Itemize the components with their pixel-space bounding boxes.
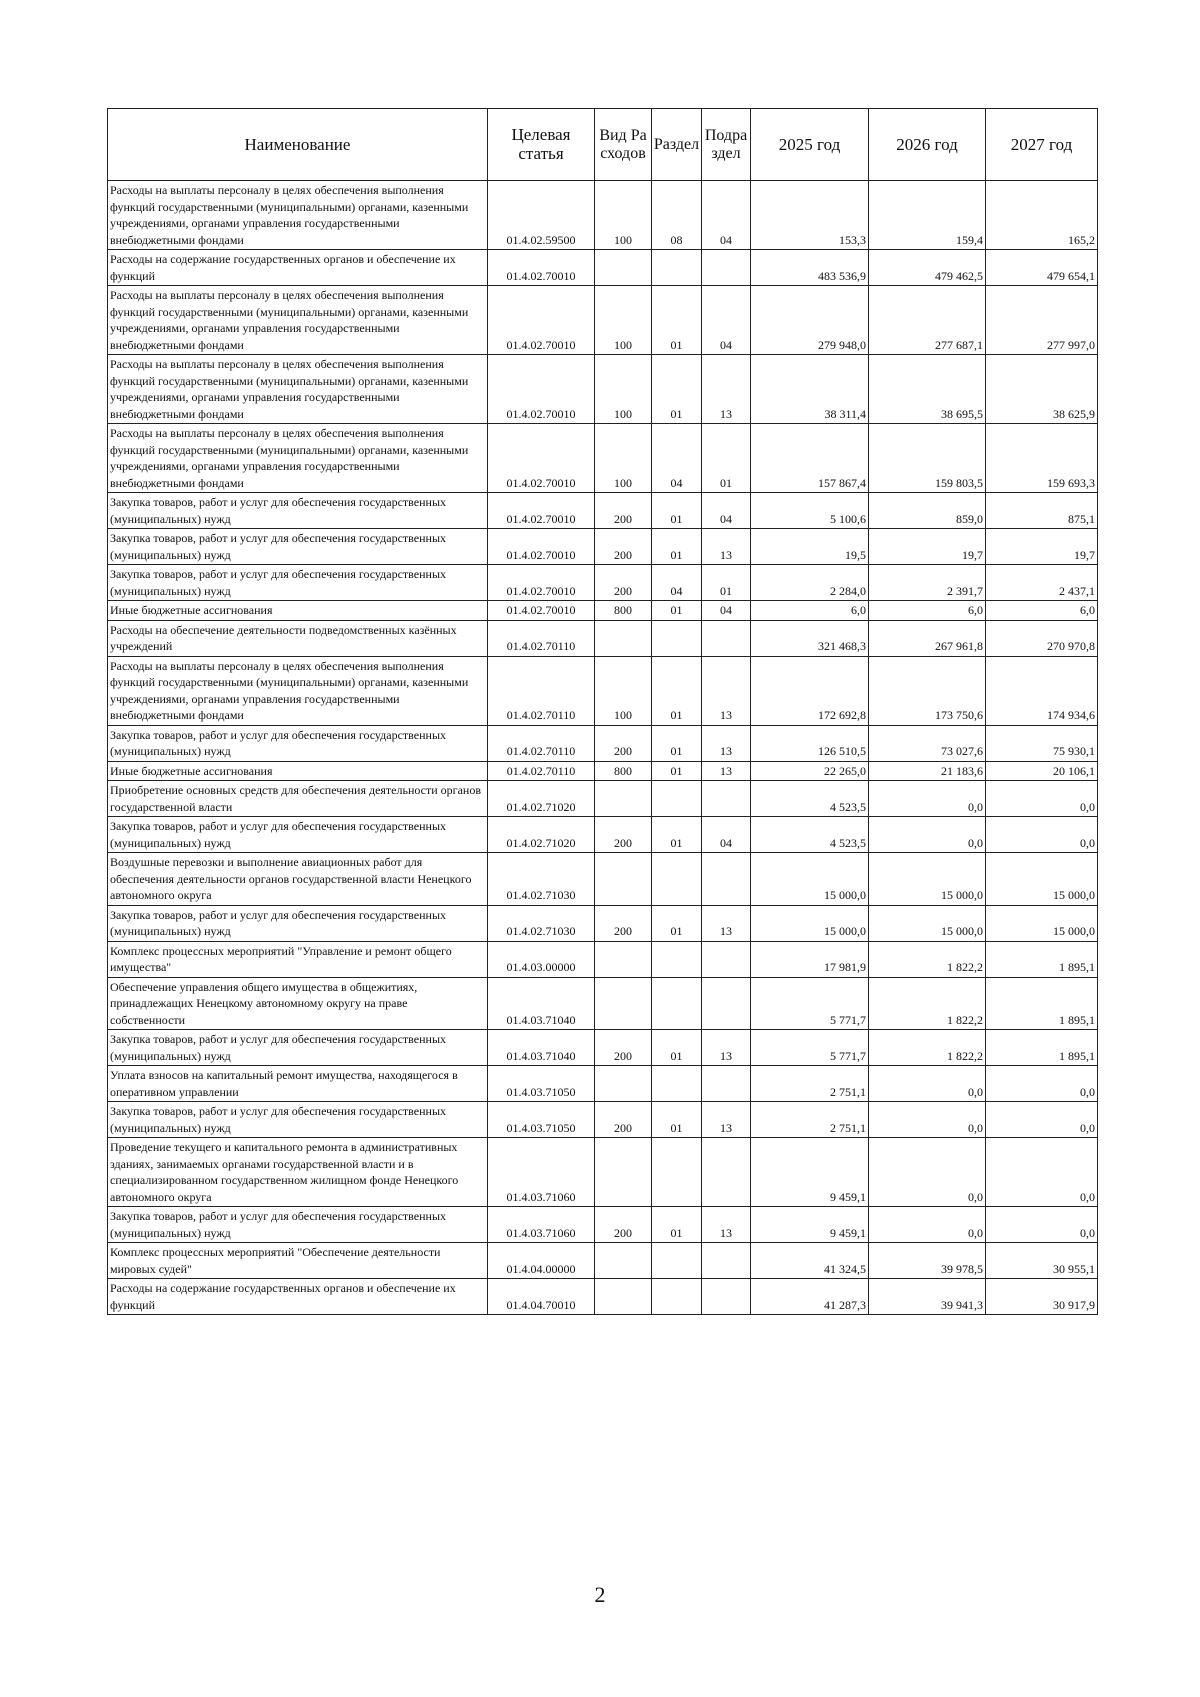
cell-target: 01.4.03.00000 [488, 941, 595, 977]
cell-expense-type [595, 941, 652, 977]
cell-year-2027: 15 000,0 [986, 905, 1098, 941]
table-row [108, 941, 1098, 977]
cell-subsection [702, 1066, 751, 1102]
cell-section [652, 1138, 702, 1207]
cell-section: 01 [652, 761, 702, 781]
cell-expense-type [595, 1138, 652, 1207]
cell-subsection [702, 781, 751, 817]
cell-expense-type: 200 [595, 817, 652, 853]
cell-name: Расходы на выплаты персоналу в целях обеспечения выполнения функций государственными (муниципальными) органами, казенными учреждениями, органами управления государственными внебюджетными фондами [108, 424, 488, 493]
table-row [108, 725, 1098, 761]
table-row [108, 761, 1098, 781]
cell-name: Закупка товаров, работ и услуг для обеспечения государственных (муниципальных) нужд [108, 493, 488, 529]
cell-subsection: 13 [702, 725, 751, 761]
cell-year-2027: 0,0 [986, 1138, 1098, 1207]
cell-year-2027: 30 917,9 [986, 1279, 1098, 1315]
cell-expense-type [595, 853, 652, 906]
table-row [108, 620, 1098, 656]
header-year-2026: 2026 год [869, 109, 986, 181]
cell-target: 01.4.02.70110 [488, 725, 595, 761]
cell-expense-type: 200 [595, 493, 652, 529]
header-year-2027: 2027 год [986, 109, 1098, 181]
cell-year-2027: 479 654,1 [986, 250, 1098, 286]
cell-target: 01.4.03.71040 [488, 1030, 595, 1066]
cell-target: 01.4.02.71020 [488, 781, 595, 817]
cell-year-2026: 1 822,2 [869, 941, 986, 977]
cell-year-2025: 38 311,4 [751, 355, 869, 424]
cell-year-2027: 38 625,9 [986, 355, 1098, 424]
cell-name: Закупка товаров, работ и услуг для обеспечения государственных (муниципальных) нужд [108, 1207, 488, 1243]
table-row [108, 781, 1098, 817]
cell-expense-type: 200 [595, 565, 652, 601]
table-row [108, 656, 1098, 725]
cell-year-2026: 73 027,6 [869, 725, 986, 761]
cell-expense-type: 800 [595, 761, 652, 781]
header-target: Целевая статья [488, 109, 595, 181]
cell-target: 01.4.03.71060 [488, 1138, 595, 1207]
cell-year-2026: 1 822,2 [869, 1030, 986, 1066]
cell-target: 01.4.02.59500 [488, 181, 595, 250]
cell-name: Обеспечение управления общего имущества в общежитиях, принадлежащих Ненецкому автономному округу на праве собственности [108, 977, 488, 1030]
cell-subsection: 04 [702, 286, 751, 355]
cell-subsection [702, 1279, 751, 1315]
cell-subsection: 13 [702, 761, 751, 781]
cell-name: Расходы на выплаты персоналу в целях обеспечения выполнения функций государственными (муниципальными) органами, казенными учреждениями, органами управления государственными внебюджетными фондами [108, 181, 488, 250]
cell-year-2026: 479 462,5 [869, 250, 986, 286]
cell-year-2025: 9 459,1 [751, 1138, 869, 1207]
table-row [108, 181, 1098, 250]
cell-subsection [702, 620, 751, 656]
cell-name: Расходы на выплаты персоналу в целях обеспечения выполнения функций государственными (муниципальными) органами, казенными учреждениями, органами управления государственными внебюджетными фондами [108, 286, 488, 355]
cell-year-2025: 41 287,3 [751, 1279, 869, 1315]
cell-subsection: 13 [702, 905, 751, 941]
cell-year-2025: 5 100,6 [751, 493, 869, 529]
cell-target: 01.4.02.70110 [488, 620, 595, 656]
cell-year-2026: 6,0 [869, 601, 986, 621]
table-row [108, 529, 1098, 565]
cell-year-2025: 126 510,5 [751, 725, 869, 761]
cell-subsection: 01 [702, 565, 751, 601]
cell-year-2027: 174 934,6 [986, 656, 1098, 725]
table-row [108, 355, 1098, 424]
cell-year-2025: 22 265,0 [751, 761, 869, 781]
cell-expense-type [595, 781, 652, 817]
cell-year-2026: 859,0 [869, 493, 986, 529]
cell-target: 01.4.02.71030 [488, 853, 595, 906]
cell-section: 01 [652, 601, 702, 621]
cell-year-2025: 279 948,0 [751, 286, 869, 355]
cell-year-2026: 39 978,5 [869, 1243, 986, 1279]
cell-section [652, 1066, 702, 1102]
cell-section: 08 [652, 181, 702, 250]
table-row [108, 286, 1098, 355]
cell-name: Уплата взносов на капитальный ремонт имущества, находящегося в оперативном управлении [108, 1066, 488, 1102]
cell-year-2026: 15 000,0 [869, 905, 986, 941]
cell-subsection [702, 250, 751, 286]
cell-name: Комплекс процессных мероприятий "Управление и ремонт общего имущества" [108, 941, 488, 977]
cell-target: 01.4.03.71050 [488, 1102, 595, 1138]
cell-section [652, 853, 702, 906]
cell-name: Закупка товаров, работ и услуг для обеспечения государственных (муниципальных) нужд [108, 725, 488, 761]
cell-section: 01 [652, 725, 702, 761]
header-name: Наименование [108, 109, 488, 181]
cell-target: 01.4.04.70010 [488, 1279, 595, 1315]
cell-year-2025: 2 751,1 [751, 1066, 869, 1102]
cell-year-2025: 41 324,5 [751, 1243, 869, 1279]
cell-section: 01 [652, 529, 702, 565]
cell-section: 01 [652, 355, 702, 424]
table-header-row [108, 109, 1098, 181]
cell-name: Закупка товаров, работ и услуг для обеспечения государственных (муниципальных) нужд [108, 905, 488, 941]
cell-subsection: 04 [702, 181, 751, 250]
cell-year-2025: 2 751,1 [751, 1102, 869, 1138]
cell-section: 01 [652, 656, 702, 725]
cell-target: 01.4.02.71020 [488, 817, 595, 853]
cell-year-2026: 39 941,3 [869, 1279, 986, 1315]
cell-name: Иные бюджетные ассигнования [108, 761, 488, 781]
cell-target: 01.4.02.70010 [488, 424, 595, 493]
cell-target: 01.4.02.70010 [488, 250, 595, 286]
cell-target: 01.4.02.70010 [488, 493, 595, 529]
cell-year-2027: 0,0 [986, 817, 1098, 853]
cell-section [652, 781, 702, 817]
cell-expense-type [595, 250, 652, 286]
cell-target: 01.4.04.00000 [488, 1243, 595, 1279]
cell-year-2026: 0,0 [869, 1207, 986, 1243]
cell-subsection: 04 [702, 817, 751, 853]
table-row [108, 493, 1098, 529]
cell-year-2025: 153,3 [751, 181, 869, 250]
cell-subsection: 13 [702, 529, 751, 565]
cell-year-2026: 38 695,5 [869, 355, 986, 424]
cell-subsection: 13 [702, 656, 751, 725]
cell-subsection: 13 [702, 355, 751, 424]
cell-name: Расходы на содержание государственных органов и обеспечение их функций [108, 1279, 488, 1315]
cell-year-2026: 0,0 [869, 817, 986, 853]
cell-subsection [702, 1243, 751, 1279]
table-row [108, 1030, 1098, 1066]
cell-year-2027: 15 000,0 [986, 853, 1098, 906]
cell-expense-type: 200 [595, 1207, 652, 1243]
cell-subsection: 04 [702, 601, 751, 621]
table-row [108, 817, 1098, 853]
cell-year-2026: 15 000,0 [869, 853, 986, 906]
cell-expense-type [595, 1066, 652, 1102]
header-year-2025: 2025 год [751, 109, 869, 181]
cell-year-2027: 0,0 [986, 1066, 1098, 1102]
cell-section: 01 [652, 817, 702, 853]
cell-target: 01.4.02.70010 [488, 565, 595, 601]
cell-expense-type: 200 [595, 905, 652, 941]
cell-subsection: 13 [702, 1030, 751, 1066]
cell-expense-type [595, 620, 652, 656]
cell-section: 04 [652, 565, 702, 601]
cell-year-2026: 21 183,6 [869, 761, 986, 781]
cell-year-2026: 0,0 [869, 1102, 986, 1138]
cell-year-2025: 15 000,0 [751, 905, 869, 941]
header-expense-type: Вид Расходов [595, 109, 652, 181]
cell-section: 04 [652, 424, 702, 493]
cell-target: 01.4.02.70110 [488, 761, 595, 781]
page-number: 2 [594, 1582, 606, 1607]
cell-target: 01.4.02.70010 [488, 601, 595, 621]
cell-name: Закупка товаров, работ и услуг для обеспечения государственных (муниципальных) нужд [108, 1102, 488, 1138]
cell-subsection: 04 [702, 493, 751, 529]
table-row [108, 853, 1098, 906]
table-row [108, 1207, 1098, 1243]
cell-expense-type: 200 [595, 529, 652, 565]
cell-expense-type [595, 1279, 652, 1315]
cell-expense-type: 100 [595, 181, 652, 250]
cell-year-2025: 2 284,0 [751, 565, 869, 601]
cell-expense-type: 100 [595, 424, 652, 493]
cell-year-2026: 0,0 [869, 1066, 986, 1102]
cell-year-2027: 1 895,1 [986, 1030, 1098, 1066]
budget-table [107, 108, 1098, 1315]
cell-subsection: 13 [702, 1207, 751, 1243]
cell-section [652, 1243, 702, 1279]
table-row [108, 1279, 1098, 1315]
cell-expense-type: 100 [595, 355, 652, 424]
cell-year-2027: 75 930,1 [986, 725, 1098, 761]
cell-section: 01 [652, 1102, 702, 1138]
cell-section [652, 250, 702, 286]
cell-name: Расходы на обеспечение деятельности подведомственных казённых учреждений [108, 620, 488, 656]
cell-year-2026: 2 391,7 [869, 565, 986, 601]
cell-name: Закупка товаров, работ и услуг для обеспечения государственных (муниципальных) нужд [108, 817, 488, 853]
cell-year-2025: 6,0 [751, 601, 869, 621]
cell-name: Расходы на выплаты персоналу в целях обеспечения выполнения функций государственными (муниципальными) органами, казенными учреждениями, органами управления государственными внебюджетными фондами [108, 656, 488, 725]
cell-year-2025: 9 459,1 [751, 1207, 869, 1243]
table-row [108, 1243, 1098, 1279]
cell-year-2027: 159 693,3 [986, 424, 1098, 493]
cell-year-2027: 165,2 [986, 181, 1098, 250]
cell-name: Закупка товаров, работ и услуг для обеспечения государственных (муниципальных) нужд [108, 565, 488, 601]
cell-subsection [702, 1138, 751, 1207]
cell-year-2025: 19,5 [751, 529, 869, 565]
cell-year-2027: 1 895,1 [986, 941, 1098, 977]
table-row [108, 977, 1098, 1030]
cell-expense-type: 200 [595, 1030, 652, 1066]
header-subsection: Подраздел [702, 109, 751, 181]
cell-year-2026: 277 687,1 [869, 286, 986, 355]
cell-name: Закупка товаров, работ и услуг для обеспечения государственных (муниципальных) нужд [108, 529, 488, 565]
table-row [108, 601, 1098, 621]
cell-subsection [702, 853, 751, 906]
cell-target: 01.4.02.70010 [488, 529, 595, 565]
cell-year-2026: 173 750,6 [869, 656, 986, 725]
table-row [108, 250, 1098, 286]
table-row [108, 905, 1098, 941]
cell-expense-type: 200 [595, 1102, 652, 1138]
cell-section [652, 977, 702, 1030]
table-row [108, 1102, 1098, 1138]
cell-target: 01.4.03.71060 [488, 1207, 595, 1243]
table-row [108, 424, 1098, 493]
cell-target: 01.4.02.70010 [488, 355, 595, 424]
cell-target: 01.4.02.70110 [488, 656, 595, 725]
cell-expense-type [595, 1243, 652, 1279]
cell-year-2027: 0,0 [986, 1207, 1098, 1243]
cell-name: Воздушные перевозки и выполнение авиационных работ для обеспечения деятельности органов государственной власти Ненецкого автономного округа [108, 853, 488, 906]
cell-year-2025: 5 771,7 [751, 1030, 869, 1066]
table-row [108, 1066, 1098, 1102]
cell-year-2027: 6,0 [986, 601, 1098, 621]
cell-name: Расходы на содержание государственных органов и обеспечение их функций [108, 250, 488, 286]
cell-expense-type: 200 [595, 725, 652, 761]
cell-year-2025: 157 867,4 [751, 424, 869, 493]
table-row [108, 565, 1098, 601]
cell-year-2027: 19,7 [986, 529, 1098, 565]
cell-year-2027: 0,0 [986, 781, 1098, 817]
cell-expense-type [595, 977, 652, 1030]
cell-year-2026: 0,0 [869, 1138, 986, 1207]
cell-target: 01.4.03.71040 [488, 977, 595, 1030]
header-section: Раздел [652, 109, 702, 181]
cell-name: Иные бюджетные ассигнования [108, 601, 488, 621]
cell-year-2026: 159,4 [869, 181, 986, 250]
cell-section: 01 [652, 1030, 702, 1066]
cell-year-2025: 4 523,5 [751, 817, 869, 853]
cell-expense-type: 100 [595, 286, 652, 355]
cell-section: 01 [652, 1207, 702, 1243]
cell-section [652, 620, 702, 656]
cell-year-2027: 30 955,1 [986, 1243, 1098, 1279]
cell-target: 01.4.02.71030 [488, 905, 595, 941]
table-row [108, 1138, 1098, 1207]
cell-year-2025: 5 771,7 [751, 977, 869, 1030]
cell-expense-type: 100 [595, 656, 652, 725]
cell-year-2025: 4 523,5 [751, 781, 869, 817]
cell-year-2027: 1 895,1 [986, 977, 1098, 1030]
cell-year-2027: 0,0 [986, 1102, 1098, 1138]
cell-year-2026: 159 803,5 [869, 424, 986, 493]
cell-year-2027: 875,1 [986, 493, 1098, 529]
cell-section [652, 1279, 702, 1315]
cell-section: 01 [652, 493, 702, 529]
cell-name: Проведение текущего и капитального ремонта в административных зданиях, занимаемых органами государственной власти и в специализированном государственном жилищном фонде Ненецкого автономного округа [108, 1138, 488, 1207]
cell-section: 01 [652, 905, 702, 941]
cell-year-2025: 15 000,0 [751, 853, 869, 906]
cell-name: Приобретение основных средств для обеспечения деятельности органов государственной власти [108, 781, 488, 817]
table-body [108, 181, 1098, 1315]
cell-year-2025: 321 468,3 [751, 620, 869, 656]
cell-target: 01.4.03.71050 [488, 1066, 595, 1102]
cell-year-2027: 277 997,0 [986, 286, 1098, 355]
cell-year-2025: 17 981,9 [751, 941, 869, 977]
cell-year-2027: 270 970,8 [986, 620, 1098, 656]
cell-name: Закупка товаров, работ и услуг для обеспечения государственных (муниципальных) нужд [108, 1030, 488, 1066]
cell-section [652, 941, 702, 977]
cell-year-2027: 20 106,1 [986, 761, 1098, 781]
cell-section: 01 [652, 286, 702, 355]
cell-year-2027: 2 437,1 [986, 565, 1098, 601]
cell-subsection [702, 977, 751, 1030]
cell-year-2025: 172 692,8 [751, 656, 869, 725]
cell-subsection: 01 [702, 424, 751, 493]
cell-year-2025: 483 536,9 [751, 250, 869, 286]
cell-name: Комплекс процессных мероприятий "Обеспечение деятельности мировых судей" [108, 1243, 488, 1279]
cell-expense-type: 800 [595, 601, 652, 621]
cell-subsection [702, 941, 751, 977]
cell-name: Расходы на выплаты персоналу в целях обеспечения выполнения функций государственными (муниципальными) органами, казенными учреждениями, органами управления государственными внебюджетными фондами [108, 355, 488, 424]
cell-target: 01.4.02.70010 [488, 286, 595, 355]
cell-subsection: 13 [702, 1102, 751, 1138]
cell-year-2026: 1 822,2 [869, 977, 986, 1030]
cell-year-2026: 267 961,8 [869, 620, 986, 656]
cell-year-2026: 19,7 [869, 529, 986, 565]
cell-year-2026: 0,0 [869, 781, 986, 817]
